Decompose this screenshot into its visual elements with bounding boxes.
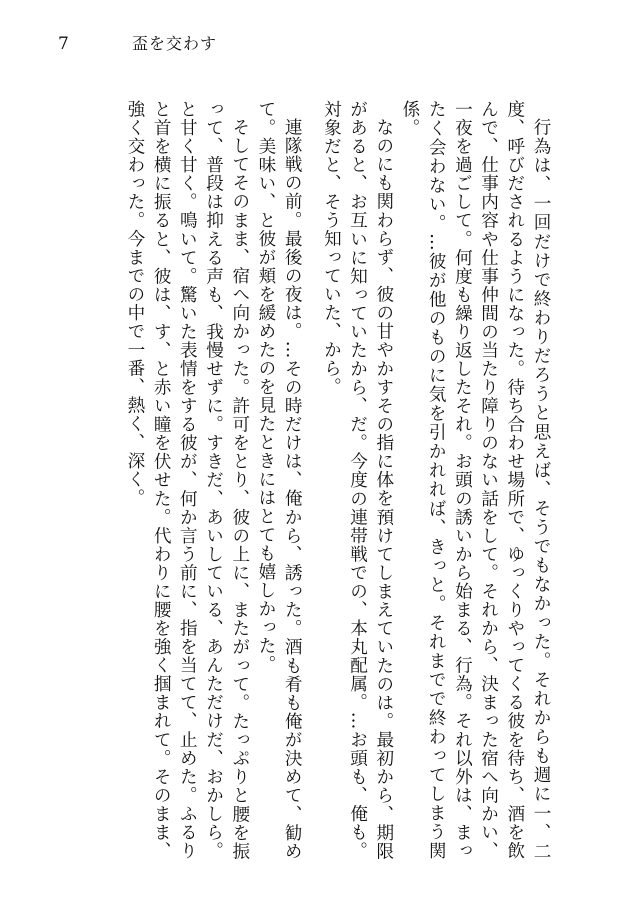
paragraph: 行為は、一回だけで終わりだろうと思えば、そうでもなかった。それからも週に一、二度、呼びだされるようになった。待ち合わせ場所で、ゆっくりやってくる彼を待ち、酒を飲んで、仕事内容や仕事仲間の当たり障りのない話をして。それから、決まった宿へ向かい、一夜を過ごして。何度も繰り返したそれ。お頭の誘いから始まる、行為。それ以外は、まったく会わない。…彼が他のものに気を引かれれば、きっと。それまでで終わってしまう関係。 — [399, 100, 551, 860]
chapter-title: 盃を交わす — [132, 34, 218, 53]
body-text — [70, 100, 554, 860]
page-number: 7 — [58, 34, 69, 54]
paragraph: そしてそのまま、宿へ向かった。許可をとり、彼の上に、またがって。たっぷりと腰を振って、普段は抑える声も、我慢せずに。すきだ、あいしている、あんただけだ、おかしら。と甘く甘く。鳴いて。驚いた表情をする彼が、何か言う前に、指を当てて、止めた。ふるりと首を横に振ると、彼は、す、と赤い瞳を伏せた。代わりに腰を強く掴まれて。そのまま、強く交わった。今までの中で一番、熱く、深く。 — [124, 100, 250, 860]
paragraph: なのにも関わらず、彼の甘やかすその指に体を預けてしまえていたのは。最初から、期限があると、お互いに知っていたから、だ。今度の連帯戦での、本丸配属。…お頭も、俺も。対象だと、そう知っていた、から。 — [321, 100, 394, 860]
paragraph: 連隊戦の前。最後の夜は。…その時だけは、俺から、誘った。酒も肴も俺が決めて、勧めて。美味い、と彼が頬を緩めたのを見たときにはとても嬉しかった。 — [255, 100, 303, 860]
